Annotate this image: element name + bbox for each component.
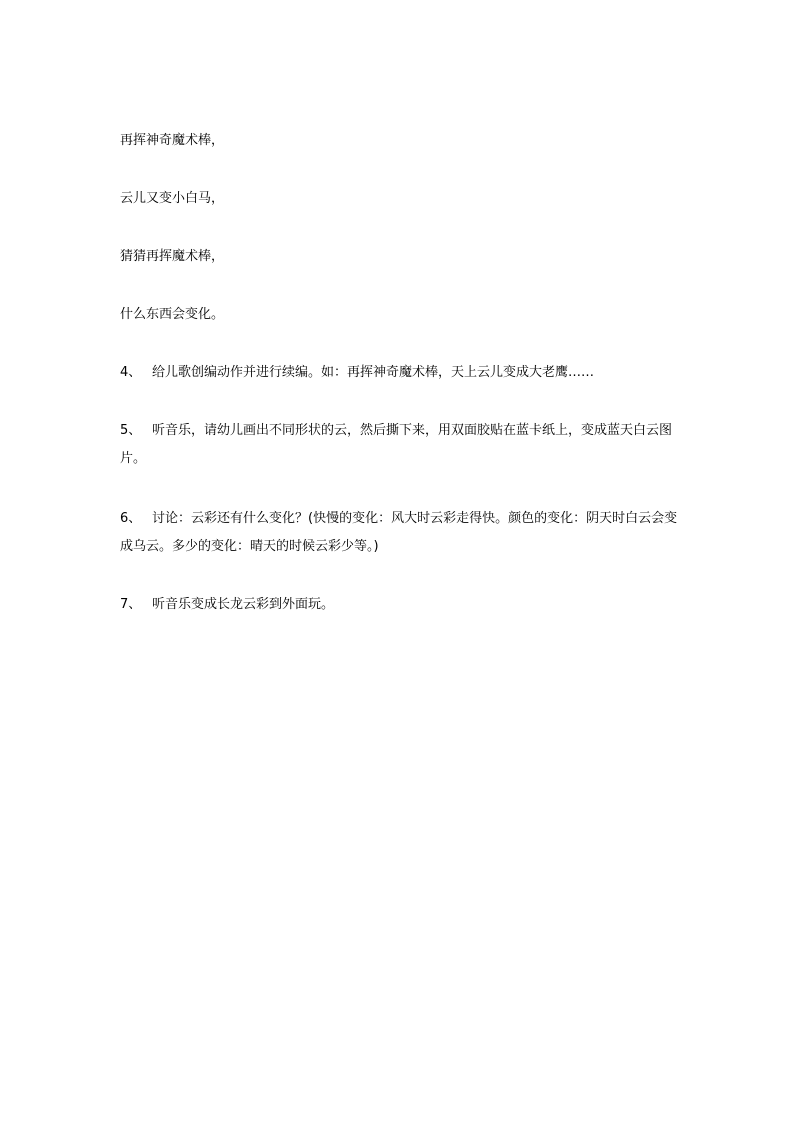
item-number: 6、 <box>120 511 142 526</box>
item-text: 听音乐变成长龙云彩到外面玩。 <box>152 597 335 612</box>
item-number: 7、 <box>120 597 142 612</box>
item-number: 5、 <box>120 423 142 438</box>
item-text: 给儿歌创编动作并进行续编。如：再挥神奇魔术棒，天上云儿变成大老鹰…… <box>152 365 595 380</box>
poem-line-1: 再挥神奇魔术棒， <box>120 133 225 148</box>
poem-line-4: 什么东西会变化。 <box>120 307 225 322</box>
list-item-6 <box>120 505 680 561</box>
list-item-7 <box>120 591 680 619</box>
list-item-5 <box>120 417 680 473</box>
poem-line-2: 云儿又变小白马， <box>120 191 225 206</box>
item-text: 讨论：云彩还有什么变化？(快慢的变化：风大时云彩走得快。颜色的变化：阴天时白云会变成乌云。多少的变化：晴天的时候云彩少等。) <box>120 511 678 554</box>
item-number: 4、 <box>120 365 142 380</box>
poem-line-3: 猜猜再挥魔术棒， <box>120 249 225 264</box>
item-text: 听音乐，请幼儿画出不同形状的云，然后撕下来，用双面胶贴在蓝卡纸上，变成蓝天白云图片。 <box>120 423 673 466</box>
list-item-4 <box>120 359 680 387</box>
